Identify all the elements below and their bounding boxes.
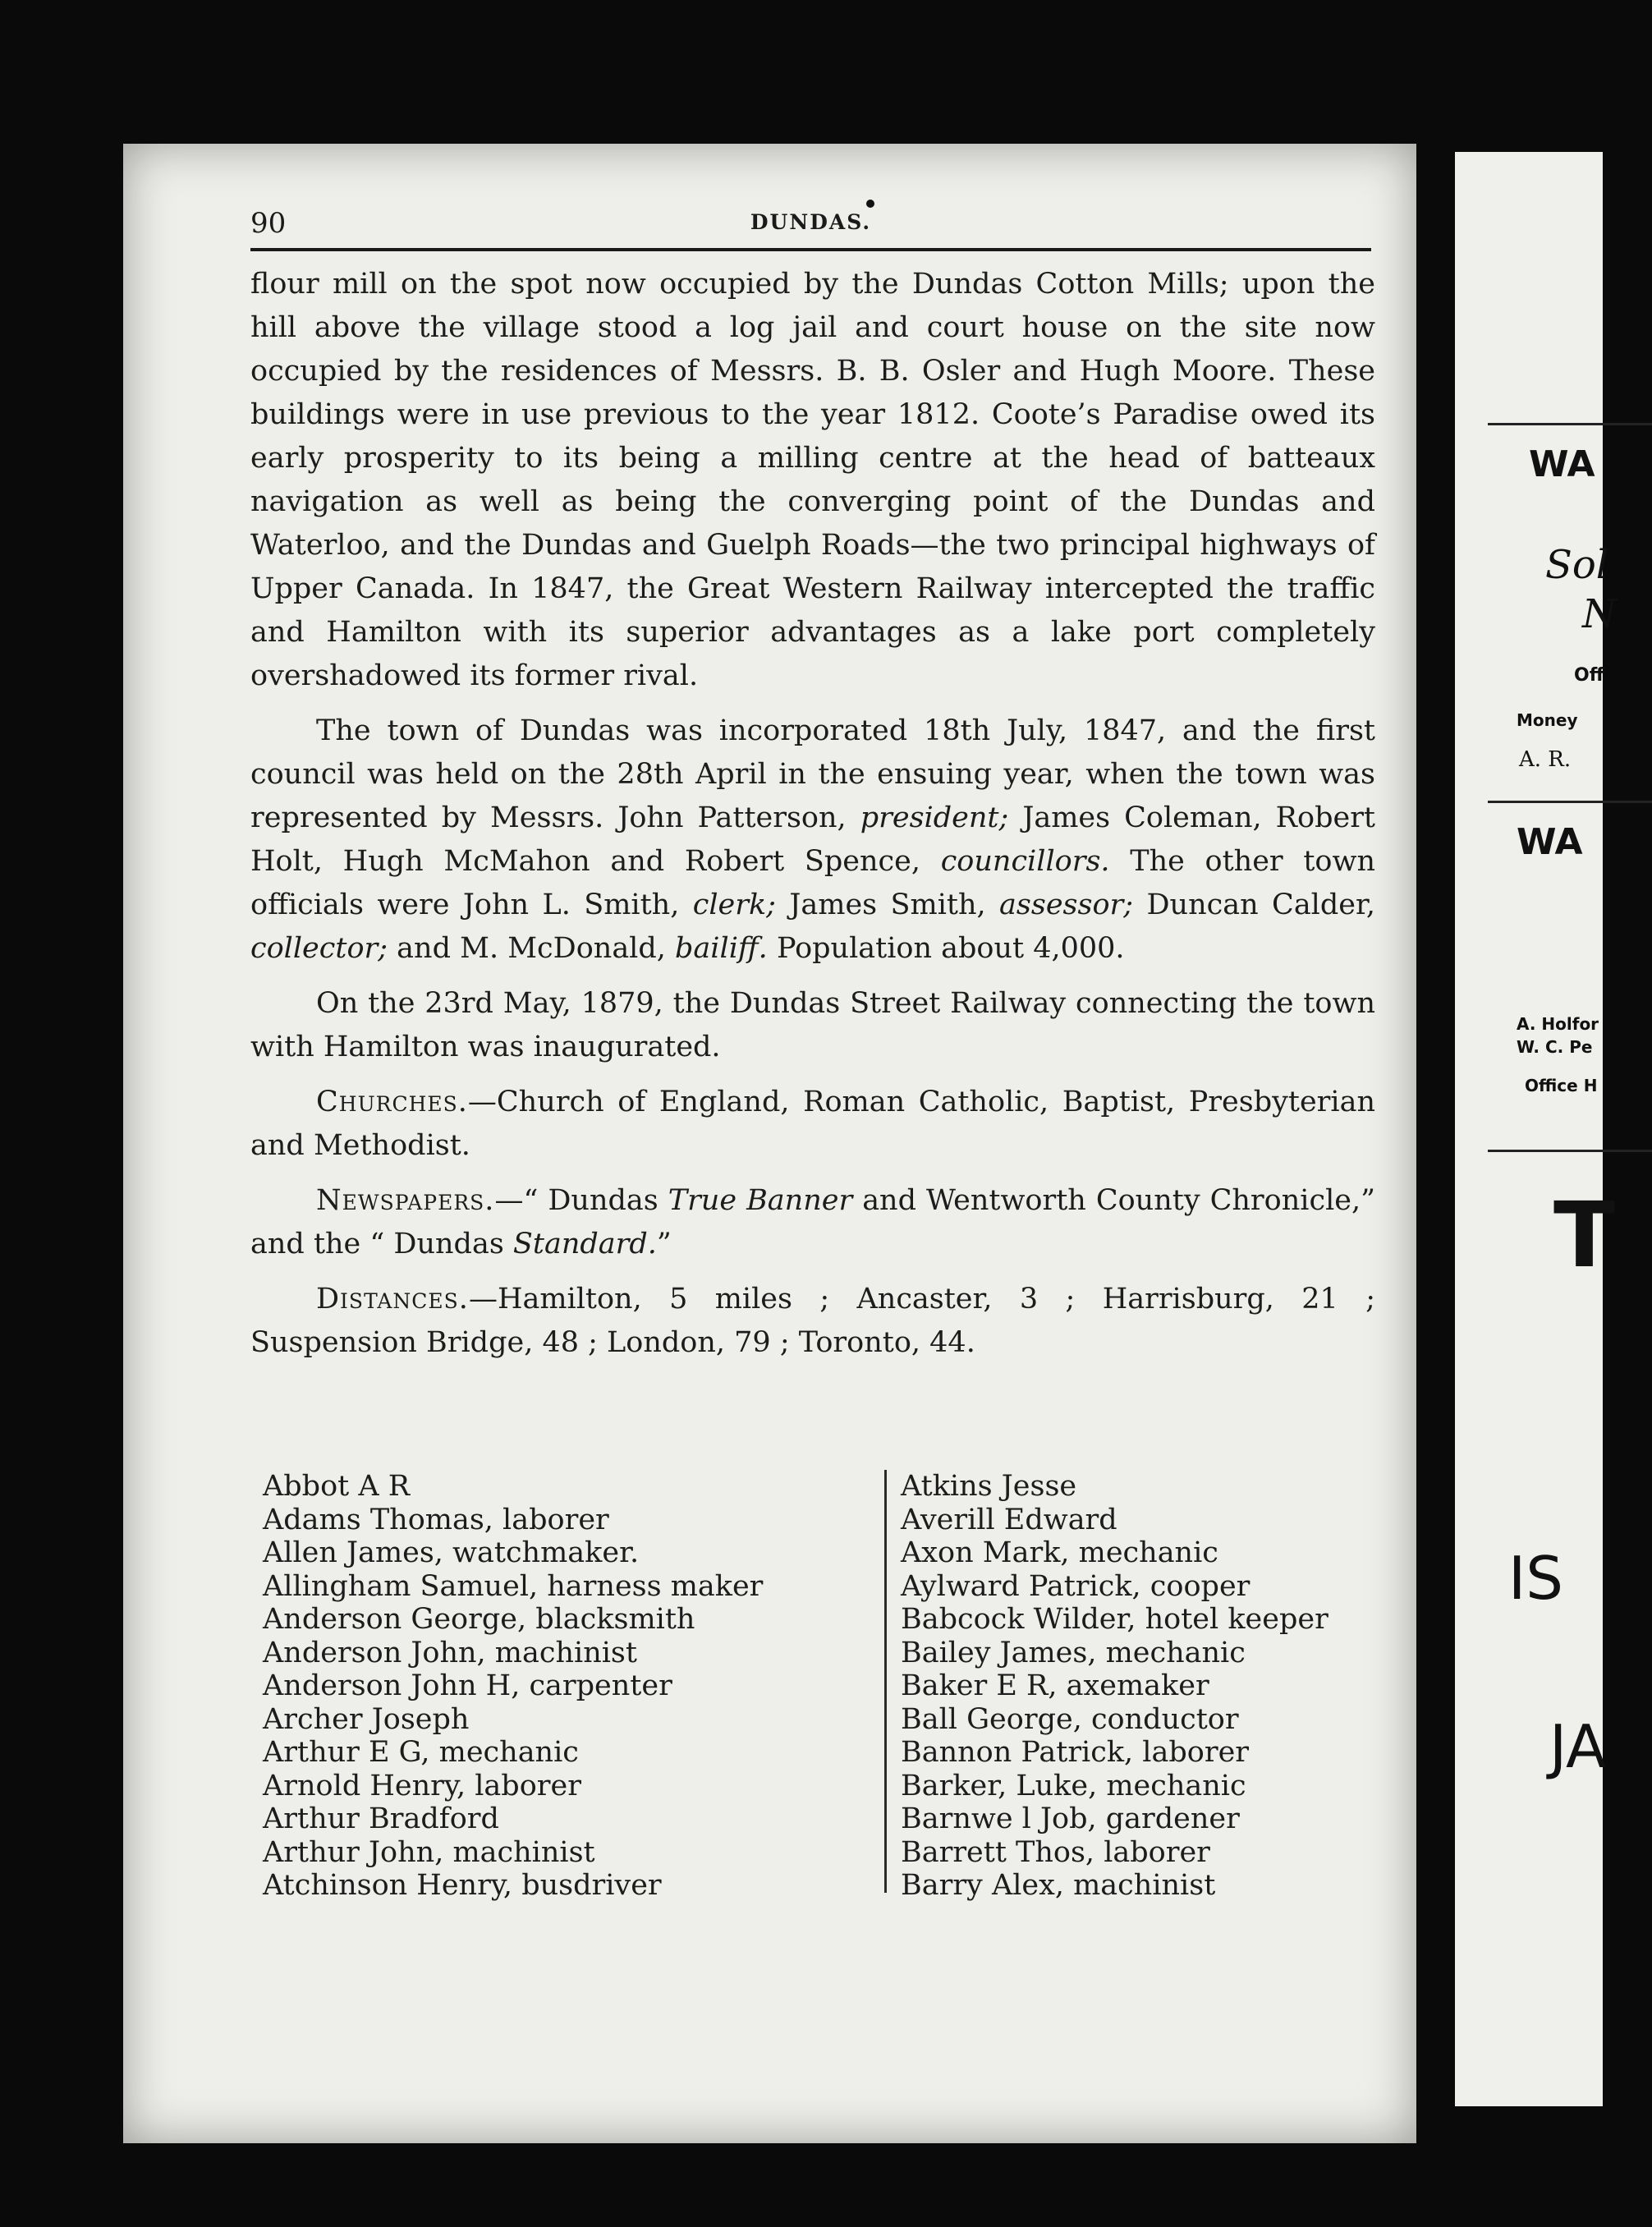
- paragraph-churches: Churches.—Church of England, Roman Catholic, Baptist, Presbyterian and Methodist.: [250, 1086, 1375, 1162]
- title-bailiff: bailiff.: [675, 932, 768, 965]
- directory-entry: Archer Joseph: [263, 1702, 470, 1736]
- title-president: president;: [860, 801, 1009, 834]
- newspapers-label: Newspapers.: [316, 1184, 495, 1217]
- paragraph-history: flour mill on the spot now occupied by the Dundas Cotton Mills; upon the hill above the village stood a log jail and court house on the site now occupied by the residences of Messrs. B. B. Osler and Hugh Moore. These buildings were in use previous to the year 1812. Coote’s Paradise owed its early prosperity to its being a milling centre at the head of batteaux navigation as well as being the converging point of the Dundas and Waterloo, and the Dundas and Guelph Roads—the two principal highways of Upper Canada. In 1847, the Great Western Railway intercepted the traffic and Hamilton with its superior advantages as a lake port completely overshadowed its former rival.: [250, 268, 1375, 692]
- newspaper-standard: Standard.: [512, 1228, 657, 1260]
- directory-entry: Barnwe l Job, gardener: [901, 1802, 1240, 1835]
- body-text: [250, 263, 1375, 1376]
- directory-entry: Barker, Luke, mechanic: [901, 1769, 1246, 1802]
- adjacent-text-money: Money: [1517, 710, 1578, 730]
- page-number: 90: [250, 207, 287, 240]
- adjacent-heading-wa: WA: [1529, 443, 1595, 485]
- directory-entry: Babcock Wilder, hotel keeper: [901, 1603, 1328, 1636]
- paragraph-street-railway: On the 23rd May, 1879, the Dundas Street Railway connecting the town with Hamilton was inaugurated.: [250, 987, 1375, 1063]
- directory-entry: Aylward Patrick, cooper: [901, 1569, 1250, 1603]
- adjacent-text-is: IS: [1508, 1544, 1563, 1613]
- adjacent-text-sol: Sol: [1545, 542, 1609, 588]
- directory-entry: Arnold Henry, laborer: [263, 1769, 581, 1802]
- adjacent-text-office: Office H: [1525, 1076, 1598, 1095]
- adjacent-page: [1455, 152, 1617, 2106]
- distances-label: Distances.: [316, 1283, 469, 1316]
- adjacent-rule: [1488, 423, 1652, 425]
- newspaper-true-banner: True Banner: [668, 1184, 853, 1217]
- directory-entry: Adams Thomas, laborer: [263, 1503, 609, 1536]
- adjacent-text-holfor: A. Holfor: [1517, 1014, 1599, 1034]
- paragraph-incorporation: The town of Dundas was incorporated 18th July, 1847, and the first council was held on the 28th April in the ensuing year, when the town was represented by Messrs. John Patterson, president; James Coleman, Robert Holt, Hugh McMahon and Robert Spence, councillors. The other town officials were John L. Smith, clerk; James Smith, assessor; Duncan Calder, collector; and M. McDonald, bailiff. Population about 4,000.: [250, 714, 1376, 965]
- column-divider: [884, 1470, 887, 1893]
- adjacent-heading-t: T: [1553, 1182, 1616, 1288]
- adjacent-text-ar: A. R.: [1519, 747, 1572, 772]
- directory-entry: Allingham Samuel, harness maker: [263, 1569, 764, 1603]
- directory-entry: Averill Edward: [901, 1503, 1117, 1536]
- adjacent-rule: [1488, 801, 1652, 803]
- title-clerk: clerk;: [692, 889, 776, 921]
- title-collector: collector;: [250, 932, 388, 965]
- directory-entry: Barrett Thos, laborer: [901, 1835, 1210, 1869]
- adjacent-text-n: N: [1582, 591, 1617, 637]
- adjacent-text-off: Off: [1574, 665, 1604, 686]
- paragraph-distances: Distances.—Hamilton, 5 miles ; Ancaster, 3 ; Harrisburg, 21 ; Suspension Bridge, 48 ; London, 79 ; Toronto, 44.: [250, 1283, 1375, 1359]
- running-head: DUNDAS.: [750, 210, 872, 234]
- title-assessor: assessor;: [999, 889, 1134, 921]
- directory-entry: Baker E R, axemaker: [901, 1669, 1209, 1702]
- directory-entry: Ball George, conductor: [901, 1702, 1239, 1736]
- directory-entry: Anderson George, blacksmith: [263, 1603, 695, 1636]
- directory-column-right: [901, 1470, 1410, 1903]
- paragraph-newspapers: Newspapers.—“ Dundas True Banner and Wentworth County Chronicle,” and the “ Dundas Standard.”: [250, 1184, 1375, 1260]
- directory-entry: Axon Mark, mechanic: [901, 1536, 1218, 1569]
- directory-entry: Allen James, watchmaker.: [263, 1536, 640, 1569]
- directory-column-left: [263, 1470, 837, 1903]
- page-header: [250, 207, 1371, 251]
- directory-entry: Atchinson Henry, busdriver: [263, 1869, 662, 1902]
- adjacent-rule: [1488, 1150, 1652, 1152]
- directory-entry: Barry Alex, machinist: [901, 1869, 1216, 1902]
- directory-entry: Arthur E G, mechanic: [263, 1736, 579, 1769]
- adjacent-text-wcpe: W. C. Pe: [1517, 1037, 1593, 1057]
- directory-entry: Anderson John, machinist: [263, 1636, 637, 1669]
- adjacent-heading-wa-2: WA: [1517, 821, 1583, 863]
- adjacent-text-ja: JA: [1549, 1712, 1607, 1781]
- directory-entry: Anderson John H, carpenter: [263, 1669, 672, 1702]
- directory-entry: Bannon Patrick, laborer: [901, 1736, 1250, 1769]
- directory-entry: Atkins Jesse: [901, 1470, 1077, 1503]
- directory-entry: Bailey James, mechanic: [901, 1636, 1246, 1669]
- churches-label: Churches.: [316, 1086, 468, 1118]
- directory-entry: Arthur Bradford: [263, 1802, 499, 1835]
- title-councillors: councillors.: [940, 845, 1110, 878]
- directory-entry: Arthur John, machinist: [263, 1835, 595, 1869]
- directory-entry: Abbot A R: [263, 1470, 411, 1503]
